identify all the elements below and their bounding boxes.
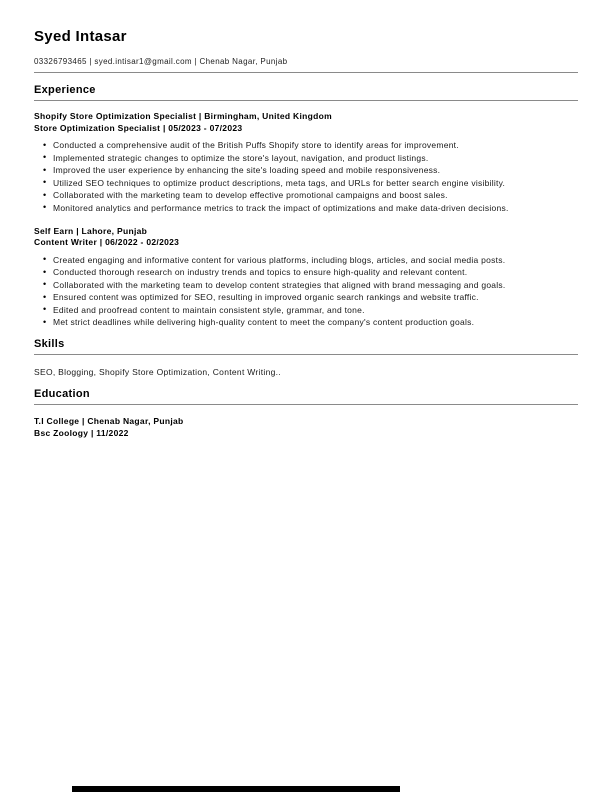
education-institution: T.I College | Chenab Nagar, Punjab — [34, 416, 184, 426]
experience-heading: Experience — [34, 84, 96, 96]
section-divider — [34, 354, 578, 355]
experience-job-2 — [34, 226, 578, 328]
resume-name: Syed Intasar — [34, 28, 127, 45]
bullet-item: • Implemented strategic changes to optimize the store's layout, navigation, and product listings. — [53, 154, 578, 163]
section-divider — [34, 404, 578, 405]
education-entry — [34, 416, 578, 439]
education-heading: Education — [34, 388, 90, 400]
bullet-item: • Collaborated with the marketing team to develop effective promotional campaigns and boost sales. — [53, 191, 578, 200]
skills-text: SEO, Blogging, Shopify Store Optimization, Content Writing.. — [34, 367, 281, 377]
job-title: Self Earn | Lahore, Punjab — [34, 225, 148, 236]
bullet-item: • Created engaging and informative content for various platforms, including blogs, articles, and social media posts. — [53, 256, 578, 265]
bullet-item: • Met strict deadlines while delivering high-quality content to meet the company's content production goals. — [53, 318, 578, 327]
section-divider — [34, 72, 578, 73]
section-divider — [34, 100, 578, 101]
bullet-item: • Conducted a comprehensive audit of the British Puffs Shopify store to identify areas for improvement. — [53, 141, 578, 150]
footer-bar — [72, 786, 400, 792]
job-title: Shopify Store Optimization Specialist | Birmingham, United Kingdom — [34, 111, 332, 121]
skills-heading: Skills — [34, 338, 65, 350]
contact-line: 03326793465 | syed.intisar1@gmail.com | Chenab Nagar, Punjab — [34, 57, 288, 66]
bullet-item: • Monitored analytics and performance metrics to track the impact of optimizations and make data-driven decisions. — [53, 204, 578, 213]
bullet-item: • Conducted thorough research on industry trends and topics to ensure high-quality and relevant content. — [53, 268, 578, 277]
bullet-item: • Ensured content was optimized for SEO, resulting in improved organic search rankings and website traffic. — [53, 293, 578, 302]
bullet-item: • Utilized SEO techniques to optimize product descriptions, meta tags, and URLs for better search engine visibility. — [53, 179, 578, 188]
job-subtitle: Store Optimization Specialist | 05/2023 - 07/2023 — [34, 122, 243, 133]
experience-job-1 — [34, 111, 578, 213]
education-degree: Bsc Zoology | 11/2022 — [34, 427, 129, 438]
bullet-item: • Improved the user experience by enhancing the site's loading speed and mobile responsiveness. — [53, 166, 578, 175]
job-subtitle: Content Writer | 06/2022 - 02/2023 — [34, 237, 180, 247]
bullet-item: • Collaborated with the marketing team to develop content strategies that aligned with brand messaging and goals. — [53, 281, 578, 290]
job-bullet-list — [34, 141, 578, 213]
bullet-item: • Edited and proofread content to maintain consistent style, grammar, and tone. — [53, 306, 578, 315]
job-bullet-list — [34, 256, 578, 328]
